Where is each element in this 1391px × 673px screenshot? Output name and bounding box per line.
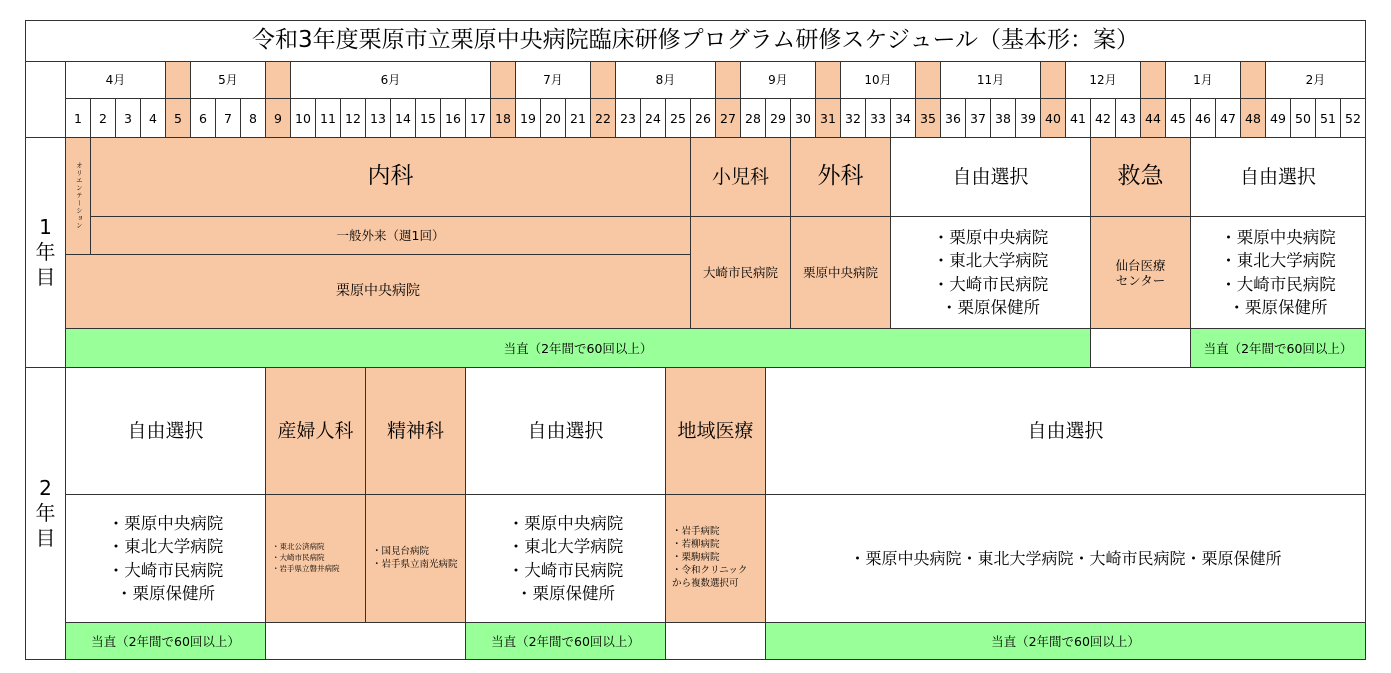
month-transition-cell bbox=[1140, 61, 1166, 99]
week-number: 52 bbox=[1340, 98, 1366, 138]
elective-block-y2b: 自由選択 bbox=[465, 367, 666, 495]
duty-bar-y1a: 当直（2年間で60回以上） bbox=[65, 328, 1091, 368]
week-number: 29 bbox=[765, 98, 791, 138]
week-number: 32 bbox=[840, 98, 866, 138]
blank-cell-y2b bbox=[665, 622, 766, 660]
week-number: 18 bbox=[490, 98, 516, 138]
week-number: 36 bbox=[940, 98, 966, 138]
outpatient-block: 一般外来（週1回） bbox=[90, 216, 691, 255]
month-transition-cell bbox=[490, 61, 516, 99]
week-number: 45 bbox=[1165, 98, 1191, 138]
surgery-hospital: 栗原中央病院 bbox=[790, 216, 891, 329]
week-number: 37 bbox=[965, 98, 991, 138]
year1-label: 1年目 bbox=[25, 137, 66, 368]
month-label: 4月 bbox=[65, 61, 166, 99]
psychiatry-block: 精神科 bbox=[365, 367, 466, 495]
month-label: 2月 bbox=[1265, 61, 1366, 99]
week-number: 2 bbox=[90, 98, 116, 138]
pediatrics-hospital: 大崎市民病院 bbox=[690, 216, 791, 329]
elective-block-y1b: 自由選択 bbox=[1190, 137, 1366, 217]
week-number: 17 bbox=[465, 98, 491, 138]
week-number: 19 bbox=[515, 98, 541, 138]
blank-cell-y1 bbox=[1090, 328, 1191, 368]
elective-hospitals-y2b: ・栗原中央病院 ・東北大学病院 ・大崎市民病院 ・栗原保健所 bbox=[465, 494, 666, 623]
week-number: 38 bbox=[990, 98, 1016, 138]
week-number: 23 bbox=[615, 98, 641, 138]
month-label: 8月 bbox=[615, 61, 716, 99]
elective-block-y1a: 自由選択 bbox=[890, 137, 1091, 217]
week-number: 16 bbox=[440, 98, 466, 138]
week-number: 34 bbox=[890, 98, 916, 138]
internal-medicine-block: 内科 bbox=[90, 137, 691, 217]
week-number: 48 bbox=[1240, 98, 1266, 138]
surgery-block: 外科 bbox=[790, 137, 891, 217]
week-number: 25 bbox=[665, 98, 691, 138]
duty-bar-y2b: 当直（2年間で60回以上） bbox=[465, 622, 666, 660]
internal-hospital: 栗原中央病院 bbox=[65, 254, 691, 329]
month-label: 10月 bbox=[840, 61, 916, 99]
week-number: 51 bbox=[1315, 98, 1341, 138]
week-number: 41 bbox=[1065, 98, 1091, 138]
community-medicine-block: 地域医療 bbox=[665, 367, 766, 495]
community-hospitals: ・岩手病院 ・若柳病院 ・栗駒病院 ・令和クリニック から複数選択可 bbox=[665, 494, 766, 623]
week-number: 11 bbox=[315, 98, 341, 138]
elective-block-y2c: 自由選択 bbox=[765, 367, 1366, 495]
week-number: 14 bbox=[390, 98, 416, 138]
month-label: 7月 bbox=[515, 61, 591, 99]
week-number: 46 bbox=[1190, 98, 1216, 138]
month-transition-cell bbox=[590, 61, 616, 99]
week-number: 20 bbox=[540, 98, 566, 138]
month-transition-cell bbox=[265, 61, 291, 99]
week-number: 31 bbox=[815, 98, 841, 138]
elective-hospitals-y1a: ・栗原中央病院 ・東北大学病院 ・大崎市民病院 ・栗原保健所 bbox=[890, 216, 1091, 329]
week-number: 22 bbox=[590, 98, 616, 138]
week-number: 40 bbox=[1040, 98, 1066, 138]
week-number: 27 bbox=[715, 98, 741, 138]
month-transition-cell bbox=[1040, 61, 1066, 99]
week-number: 24 bbox=[640, 98, 666, 138]
week-number: 44 bbox=[1140, 98, 1166, 138]
week-number: 7 bbox=[215, 98, 241, 138]
month-transition-cell bbox=[1240, 61, 1266, 99]
week-number: 47 bbox=[1215, 98, 1241, 138]
week-number: 12 bbox=[340, 98, 366, 138]
week-number: 43 bbox=[1115, 98, 1141, 138]
month-transition-cell bbox=[165, 61, 191, 99]
week-number: 3 bbox=[115, 98, 141, 138]
header-corner bbox=[25, 61, 66, 138]
week-number: 13 bbox=[365, 98, 391, 138]
month-label: 1月 bbox=[1165, 61, 1241, 99]
blank-cell-y2a bbox=[265, 622, 466, 660]
obgyn-hospitals: ・東北公済病院 ・大崎市民病院 ・岩手県立磐井病院 bbox=[265, 494, 366, 623]
week-number: 1 bbox=[65, 98, 91, 138]
week-number: 10 bbox=[290, 98, 316, 138]
month-transition-cell bbox=[715, 61, 741, 99]
elective-block-y2a: 自由選択 bbox=[65, 367, 266, 495]
emergency-block: 救急 bbox=[1090, 137, 1191, 217]
obgyn-block: 産婦人科 bbox=[265, 367, 366, 495]
week-number: 6 bbox=[190, 98, 216, 138]
month-label: 9月 bbox=[740, 61, 816, 99]
week-number: 49 bbox=[1265, 98, 1291, 138]
week-number: 50 bbox=[1290, 98, 1316, 138]
week-number: 8 bbox=[240, 98, 266, 138]
week-number: 39 bbox=[1015, 98, 1041, 138]
elective-hospitals-y1b: ・栗原中央病院 ・東北大学病院 ・大崎市民病院 ・栗原保健所 bbox=[1190, 216, 1366, 329]
week-number: 4 bbox=[140, 98, 166, 138]
month-transition-cell bbox=[815, 61, 841, 99]
month-label: 6月 bbox=[290, 61, 491, 99]
duty-bar-y2c: 当直（2年間で60回以上） bbox=[765, 622, 1366, 660]
week-number: 9 bbox=[265, 98, 291, 138]
emergency-hospital: 仙台医療 センター bbox=[1090, 216, 1191, 329]
month-transition-cell bbox=[915, 61, 941, 99]
week-number: 21 bbox=[565, 98, 591, 138]
week-number: 30 bbox=[790, 98, 816, 138]
week-number: 35 bbox=[915, 98, 941, 138]
month-label: 11月 bbox=[940, 61, 1041, 99]
page-title: 令和3年度栗原市立栗原中央病院臨床研修プログラム研修スケジュール（基本形：案） bbox=[25, 20, 1366, 62]
week-number: 5 bbox=[165, 98, 191, 138]
year2-label: 2年目 bbox=[25, 367, 66, 660]
elective-hospitals-y2a: ・栗原中央病院 ・東北大学病院 ・大崎市民病院 ・栗原保健所 bbox=[65, 494, 266, 623]
week-number: 33 bbox=[865, 98, 891, 138]
week-number: 15 bbox=[415, 98, 441, 138]
pediatrics-block: 小児科 bbox=[690, 137, 791, 217]
elective-hospitals-y2c: ・栗原中央病院・東北大学病院・大崎市民病院・栗原保健所 bbox=[765, 494, 1366, 623]
month-label: 12月 bbox=[1065, 61, 1141, 99]
week-number: 28 bbox=[740, 98, 766, 138]
week-number: 42 bbox=[1090, 98, 1116, 138]
duty-bar-y2a: 当直（2年間で60回以上） bbox=[65, 622, 266, 660]
psychiatry-hospitals: ・国見台病院 ・岩手県立南光病院 bbox=[365, 494, 466, 623]
orientation-block: オリエンテーション bbox=[65, 137, 91, 255]
week-number: 26 bbox=[690, 98, 716, 138]
month-label: 5月 bbox=[190, 61, 266, 99]
duty-bar-y1b: 当直（2年間で60回以上） bbox=[1190, 328, 1366, 368]
